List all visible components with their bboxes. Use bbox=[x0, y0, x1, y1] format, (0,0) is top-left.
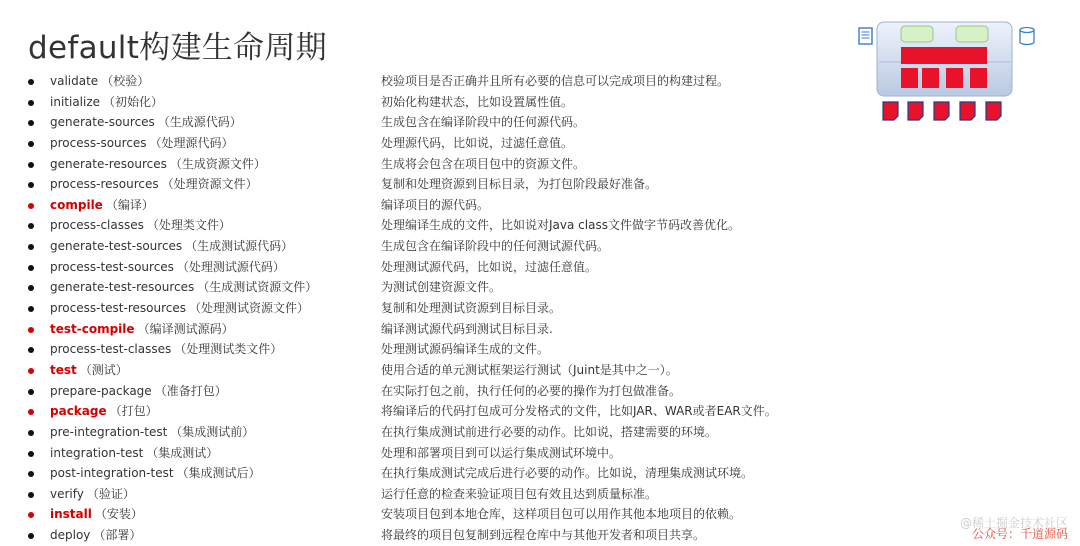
phase-description: 在执行集成测试完成后进行必要的动作。比如说，清理集成测试环境。 bbox=[381, 466, 754, 481]
phase-description: 将编译后的代码打包成可分发格式的文件，比如JAR、WAR或者EAR文件。 bbox=[381, 404, 777, 419]
phase-label bbox=[50, 525, 141, 546]
phase-name: post-integration-test bbox=[50, 466, 174, 481]
phase-name-cn: （处理测试资源文件） bbox=[188, 301, 309, 316]
phase-row bbox=[0, 215, 1080, 236]
bullet-icon bbox=[28, 430, 34, 436]
phase-row bbox=[0, 277, 1080, 298]
bullet-icon bbox=[28, 223, 34, 229]
bullet-icon bbox=[28, 285, 34, 291]
phase-name-cn: （校验） bbox=[101, 74, 150, 88]
phase-name: process-test-sources bbox=[50, 259, 174, 274]
bullet-icon bbox=[28, 100, 34, 106]
phase-row bbox=[0, 484, 1080, 505]
phase-name-cn: （集成测试后） bbox=[176, 466, 261, 481]
phase-name-cn: （处理测试源代码） bbox=[176, 259, 285, 274]
phase-name-cn: （部署） bbox=[93, 528, 142, 543]
phase-name: process-resources bbox=[50, 177, 159, 192]
phase-label bbox=[50, 277, 317, 298]
phase-label bbox=[50, 154, 266, 175]
phase-name: test-compile bbox=[50, 321, 135, 336]
phase-row bbox=[0, 339, 1080, 360]
bullet-icon bbox=[28, 203, 34, 209]
phase-name: generate-resources bbox=[50, 156, 167, 171]
bullet-icon bbox=[28, 306, 34, 312]
phase-name-cn: （生成资源文件） bbox=[169, 156, 266, 171]
phase-row bbox=[0, 133, 1080, 154]
phase-description: 处理源代码，比如说，过滤任意值。 bbox=[381, 135, 574, 150]
phase-name: install bbox=[50, 507, 92, 522]
phase-name: validate bbox=[50, 74, 99, 88]
phase-name: verify bbox=[50, 486, 84, 501]
bullet-icon bbox=[28, 492, 34, 498]
bullet-icon bbox=[28, 244, 34, 250]
phase-description: 复制和处理资源到目标目录，为打包阶段最好准备。 bbox=[381, 177, 658, 192]
phase-label bbox=[50, 381, 227, 402]
phase-label bbox=[50, 484, 135, 505]
phase-description: 复制和处理测试资源到目标目录。 bbox=[381, 301, 562, 316]
phase-label bbox=[50, 174, 258, 195]
phase-row bbox=[0, 298, 1080, 319]
phase-name: package bbox=[50, 404, 107, 419]
bullet-icon bbox=[28, 533, 34, 539]
phase-label bbox=[50, 401, 158, 422]
phase-label bbox=[50, 463, 261, 484]
bullet-icon bbox=[28, 368, 34, 374]
phase-description: 在执行集成测试前进行必要的动作。比如说，搭建需要的环境。 bbox=[381, 424, 718, 439]
bullet-icon bbox=[28, 79, 34, 85]
phase-name-cn: （处理源代码） bbox=[149, 135, 234, 150]
bullet-icon bbox=[28, 389, 34, 395]
phase-name: process-test-resources bbox=[50, 301, 186, 316]
phase-description: 生成包含在编译阶段中的任何源代码。 bbox=[381, 115, 586, 130]
phase-description: 为测试创建资源文件。 bbox=[381, 280, 502, 295]
phase-label bbox=[50, 215, 231, 236]
phase-description: 运行任意的检查来验证项目包有效且达到质量标准。 bbox=[381, 486, 658, 501]
phase-row bbox=[0, 504, 1080, 525]
bullet-icon bbox=[28, 327, 34, 333]
phase-description: 将最终的项目包复制到远程仓库中与其他开发者和项目共享。 bbox=[381, 528, 706, 543]
bullet-icon bbox=[28, 409, 34, 415]
phase-name: pre-integration-test bbox=[50, 424, 168, 439]
phase-name: process-sources bbox=[50, 135, 147, 150]
phase-description: 处理测试源码编译生成的文件。 bbox=[381, 342, 550, 357]
phase-row bbox=[0, 174, 1080, 195]
phase-name: deploy bbox=[50, 528, 91, 543]
phase-label bbox=[50, 360, 128, 381]
phase-description: 安装项目包到本地仓库，这样项目包可以用作其他本地项目的依赖。 bbox=[381, 507, 742, 522]
phase-blocks bbox=[883, 102, 1001, 120]
phase-name: test bbox=[50, 362, 77, 377]
document-icon bbox=[859, 28, 872, 44]
phase-name-cn: （处理资源文件） bbox=[161, 177, 258, 192]
phase-description: 初始化构建状态，比如设置属性值。 bbox=[381, 94, 574, 109]
phase-description: 处理测试源代码，比如说，过滤任意值。 bbox=[381, 259, 598, 274]
phase-name-cn: （安装） bbox=[94, 507, 143, 522]
phase-name: prepare-package bbox=[50, 383, 152, 398]
phase-label bbox=[50, 257, 285, 278]
phase-row bbox=[0, 236, 1080, 257]
page-title: default构建生命周期 bbox=[28, 30, 327, 66]
phase-name-cn: （生成测试资源文件） bbox=[197, 280, 318, 295]
phase-description: 编译项目的源代码。 bbox=[381, 197, 490, 212]
phase-name-cn: （准备打包） bbox=[154, 383, 227, 398]
phase-row bbox=[0, 525, 1080, 546]
phase-description: 处理和部署项目到可以运行集成测试环境中。 bbox=[381, 445, 622, 460]
phase-name-cn: （集成测试） bbox=[146, 445, 219, 460]
phase-description: 使用合适的单元测试框架运行测试（Juint是其中之一）。 bbox=[381, 362, 678, 377]
bullet-icon bbox=[28, 347, 34, 353]
bullet-icon bbox=[28, 512, 34, 518]
bullet-icon bbox=[28, 141, 34, 147]
phase-label bbox=[50, 443, 218, 464]
phase-row bbox=[0, 422, 1080, 443]
phase-description: 在实际打包之前，执行任何的必要的操作为打包做准备。 bbox=[381, 383, 682, 398]
database-icon bbox=[1020, 28, 1034, 45]
phase-label bbox=[50, 319, 234, 340]
bullet-icon bbox=[28, 182, 34, 188]
phase-row bbox=[0, 381, 1080, 402]
phase-description: 处理编译生成的文件，比如说对Java class文件做字节码改善优化。 bbox=[381, 218, 740, 233]
phase-name: generate-test-sources bbox=[50, 239, 183, 254]
phase-label bbox=[50, 133, 234, 154]
watermark-community: @稀土掘金技术社区 bbox=[959, 516, 1068, 530]
phase-name-cn: （编译测试源码） bbox=[137, 321, 234, 336]
phase-label bbox=[50, 71, 149, 92]
phase-label bbox=[50, 112, 242, 133]
phase-label bbox=[50, 195, 154, 216]
phase-name-cn: （验证） bbox=[86, 486, 135, 501]
lifecycle-phase-list bbox=[0, 71, 1080, 546]
phase-label bbox=[50, 92, 163, 113]
lifecycle-diagram bbox=[855, 20, 1040, 125]
phase-label bbox=[50, 422, 254, 443]
bullet-icon bbox=[28, 265, 34, 271]
phase-name: initialize bbox=[50, 94, 101, 109]
phase-row bbox=[0, 257, 1080, 278]
phase-name-cn: （编译） bbox=[105, 197, 154, 212]
phase-row bbox=[0, 360, 1080, 381]
bullet-icon bbox=[28, 162, 34, 168]
phase-name: generate-sources bbox=[50, 115, 155, 130]
phase-name: process-classes bbox=[50, 218, 144, 233]
phase-row bbox=[0, 443, 1080, 464]
phase-name-cn: （集成测试前） bbox=[170, 424, 255, 439]
phase-label bbox=[50, 236, 293, 257]
phase-name-cn: （打包） bbox=[109, 404, 158, 419]
phase-name-cn: （测试） bbox=[79, 362, 128, 377]
phase-row bbox=[0, 401, 1080, 422]
phase-name: compile bbox=[50, 197, 103, 212]
phase-row bbox=[0, 319, 1080, 340]
phase-description: 生成包含在编译阶段中的任何测试源代码。 bbox=[381, 239, 610, 254]
phase-description: 生成将会包含在项目包中的资源文件。 bbox=[381, 156, 586, 171]
phase-name-cn: （生成源代码） bbox=[157, 115, 242, 130]
phase-name: generate-test-resources bbox=[50, 280, 195, 295]
phase-row bbox=[0, 195, 1080, 216]
phase-description: 编译测试源代码到测试目标目录. bbox=[381, 321, 553, 336]
bullet-icon bbox=[28, 120, 34, 126]
phase-name-cn: （处理测试类文件） bbox=[174, 342, 283, 357]
bullet-icon bbox=[28, 451, 34, 457]
phase-name-cn: （处理类文件） bbox=[146, 218, 231, 233]
phase-label bbox=[50, 504, 143, 525]
phase-name: integration-test bbox=[50, 445, 144, 460]
phase-name-cn: （生成测试源代码） bbox=[185, 239, 294, 254]
phase-row bbox=[0, 463, 1080, 484]
phase-row bbox=[0, 154, 1080, 175]
phase-name-cn: （初始化） bbox=[103, 94, 164, 109]
phase-description: 校验项目是否正确并且所有必要的信息可以完成项目的构建过程。 bbox=[381, 74, 730, 88]
phase-label bbox=[50, 339, 282, 360]
watermark-account: 公众号：千道源码 bbox=[971, 527, 1068, 541]
phase-label bbox=[50, 298, 309, 319]
bullet-icon bbox=[28, 471, 34, 477]
phase-name: process-test-classes bbox=[50, 342, 172, 357]
